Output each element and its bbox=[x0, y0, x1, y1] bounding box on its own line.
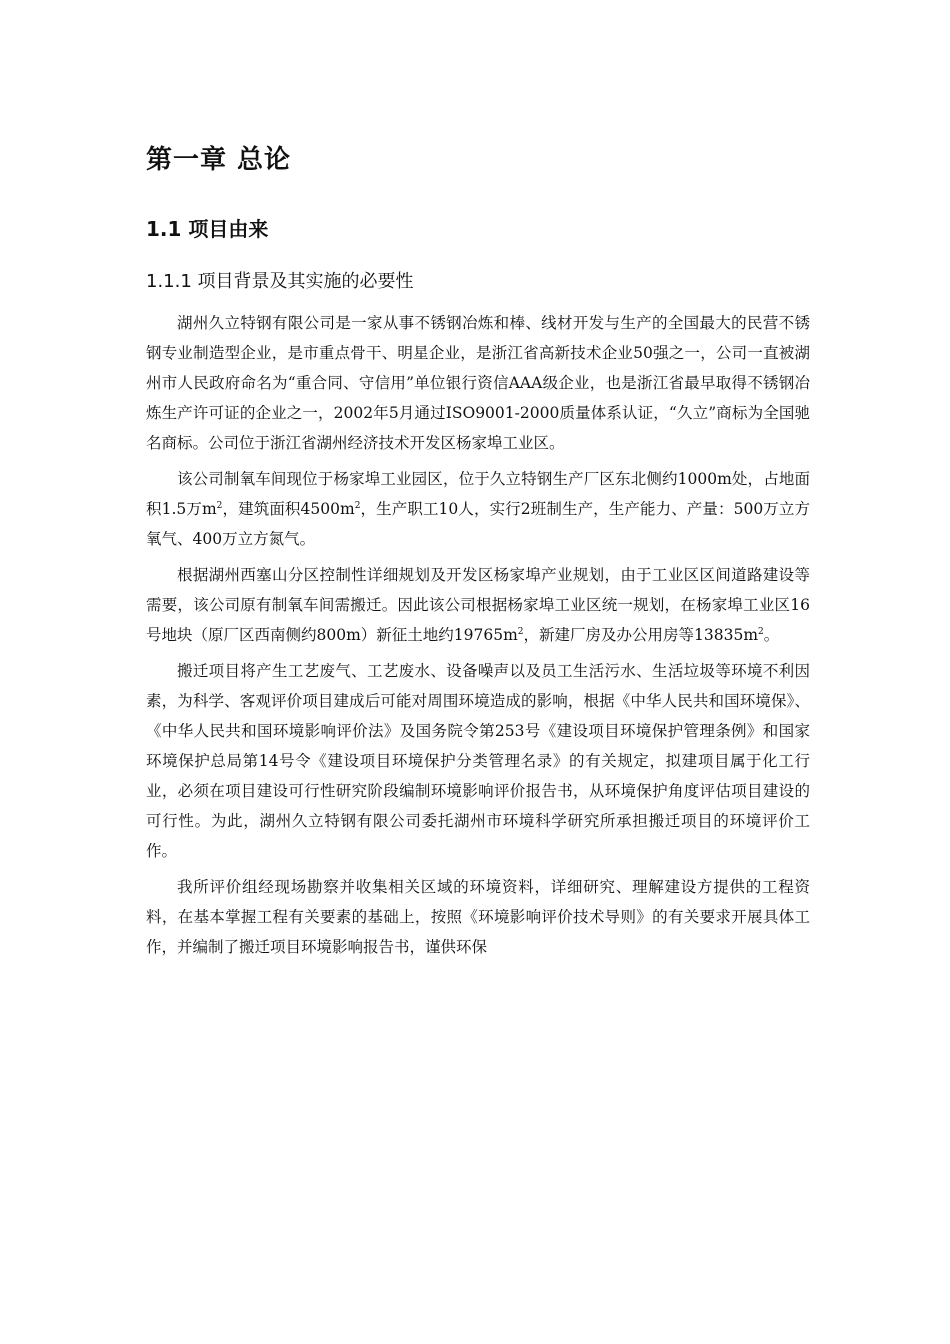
paragraph-text-segment: 。 bbox=[763, 626, 780, 644]
paragraph-text-segment: ，建筑面积4500m bbox=[222, 500, 355, 518]
superscript: 2 bbox=[758, 626, 764, 637]
superscript: 2 bbox=[517, 626, 524, 637]
paragraph-environmental-impact: 搬迁项目将产生工艺废气、工艺废水、设备噪声以及员工生活污水、生活垃圾等环境不利因素，为科学、客观评价项目建成后可能对周围环境造成的影响，根据《中华人民共和国环境保》、《中华人民共和国环境影响评价法》及国务院令第253号《建设项目环境保护管理条例》和国家环境保护总局第14号令《建设项目环境保护分类管理名录》的有关规定，拟建项目属于化工行业，必须在项目建设可行性研究阶段编制环境影响评价报告书，从环境保护角度评估项目建设的可行性。为此，湖州久立特钢有限公司委托湖州市环境科学研究所承担搬迁项目的环境评价工作。 bbox=[146, 662, 810, 860]
superscript: 2 bbox=[216, 500, 223, 511]
paragraph-workshop-status bbox=[146, 464, 810, 554]
document-content bbox=[146, 140, 810, 968]
chapter-title: 第一章 总论 bbox=[146, 145, 292, 175]
paragraph-text-segment: 根据湖州西塞山分区控制性详细规划及开发区杨家埠产业规划，由于工业区区间道路建设等需要，该公司原有制氧车间需搬迁。因此该公司根据杨家埠工业区统一规划，在杨家埠工业区16号地块（原厂区西南侧约800m）新征土地约19765m bbox=[146, 566, 810, 644]
paragraph-text-segment: ，生产职工10人，实行2班制生产，生产能力、产量：500万立方氧气、400万立方氮气。 bbox=[146, 500, 811, 548]
subsection-title: 1.1.1 项目背景及其实施的必要性 bbox=[146, 271, 414, 292]
paragraph-company-intro: 湖州久立特钢有限公司是一家从事不锈钢冶炼和棒、线材开发与生产的全国最大的民营不锈钢专业制造型企业，是市重点骨干、明星企业，是浙江省高新技术企业50强之一，公司一直被湖州市人民政府命名为“重合同、守信用”单位银行资信AAA级企业，也是浙江省最早取得不锈钢冶炼生产许可证的企业之一，2002年5月通过ISO9001-2000质量体系认证，“久立”商标为全国驰名商标。公司位于浙江省湖州经济技术开发区杨家埠工业区。 bbox=[146, 314, 810, 452]
paragraph-text-segment: ，新建厂房及办公用房等13835m bbox=[523, 626, 759, 644]
section-title: 1.1 项目由来 bbox=[146, 217, 269, 241]
paragraph-text-segment: 该公司制氧车间现位于杨家埠工业园区，位于久立特钢生产厂区东北侧约1000m处，占地面积1.5万m bbox=[146, 470, 810, 518]
paragraph-evaluation-work: 我所评价组经现场勘察并收集相关区域的环境资料，详细研究、理解建设方提供的工程资料，在基本掌握工程有关要素的基础上，按照《环境影响评价技术导则》的有关要求开展具体工作，并编制了搬迁项目环境影响报告书，谨供环保 bbox=[146, 878, 810, 956]
paragraph-relocation-reason bbox=[146, 560, 810, 650]
superscript: 2 bbox=[354, 500, 361, 511]
